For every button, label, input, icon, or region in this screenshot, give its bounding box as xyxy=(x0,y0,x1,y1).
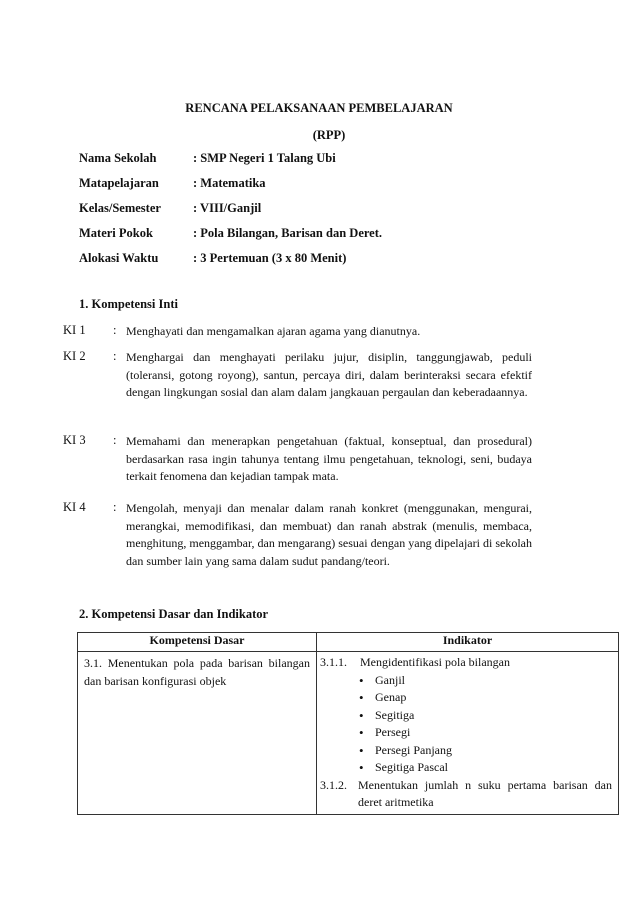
ki-code: KI 2 xyxy=(63,349,86,363)
kd-indikator-table xyxy=(77,632,619,815)
list-item: • Segitiga xyxy=(317,707,618,725)
document-subtitle: (RPP) xyxy=(312,128,346,142)
table-row xyxy=(78,652,619,815)
kd-text: 3.1. Menentukan pola pada barisan bilangan dan barisan konfigurasi objek xyxy=(84,656,310,688)
identity-value: : Matematika xyxy=(193,176,266,190)
identity-value: : SMP Negeri 1 Talang Ubi xyxy=(193,151,336,165)
ki-colon: : xyxy=(113,349,117,363)
identity-label: Materi Pokok xyxy=(79,226,153,240)
ki-text: Memahami dan menerapkan pengetahuan (faktual, konseptual, dan prosedural) berdasarkan rasa ingin tahunya tentang ilmu pengetahuan, teknologi, seni, budaya terkait fenomena dan kejadian tampak mata. xyxy=(126,434,532,483)
column-header-indikator: Indikator xyxy=(317,633,619,652)
identity-label: Alokasi Waktu xyxy=(79,251,159,265)
list-item: • Ganjil xyxy=(317,672,618,690)
list-item: • Persegi Panjang xyxy=(317,742,618,760)
ki-colon: : xyxy=(113,433,117,447)
indikator-text: Mengidentifikasi pola bilangan xyxy=(360,655,510,669)
indikator-cell xyxy=(317,652,619,815)
indikator-item xyxy=(317,654,618,672)
identity-value: : 3 Pertemuan (3 x 80 Menit) xyxy=(193,251,347,265)
table-header-row xyxy=(78,633,619,652)
identity-label: Kelas/Semester xyxy=(79,201,161,215)
identity-label: Matapelajaran xyxy=(79,176,159,190)
ki-text: Mengolah, menyaji dan menalar dalam ranah konkret (menggunakan, mengurai, merangkai, memodifikasi, dan membuat) dan ranah abstrak (menulis, membaca, menghitung, menggambar, dan mengarang) sesuai dengan yang dipelajari di sekolah dan sumber lain yang sama dalam sudut pandang/teori. xyxy=(126,501,532,568)
section-heading-kompetensi-dasar: 2. Kompetensi Dasar dan Indikator xyxy=(79,607,269,621)
identity-value: : VIII/Ganjil xyxy=(193,201,262,215)
identity-label: Nama Sekolah xyxy=(79,151,157,165)
document-title: RENCANA PELAKSANAAN PEMBELAJARAN xyxy=(185,101,453,115)
indikator-bullet-list xyxy=(317,672,618,777)
indikator-item xyxy=(317,777,618,814)
column-header-kompetensi-dasar: Kompetensi Dasar xyxy=(78,633,317,652)
indikator-text: Menentukan jumlah n suku pertama barisan dan deret aritmetika xyxy=(358,777,612,809)
identity-value: : Pola Bilangan, Barisan dan Deret. xyxy=(193,226,383,240)
ki-colon: : xyxy=(113,323,117,337)
list-item: • Segitiga Pascal xyxy=(317,759,618,777)
ki-colon: : xyxy=(113,500,117,514)
list-item: • Persegi xyxy=(317,724,618,742)
ki-code: KI 3 xyxy=(63,433,86,447)
indikator-number: 3.1.2. xyxy=(320,777,347,792)
ki-code: KI 4 xyxy=(63,500,86,514)
indikator-number: 3.1.1. xyxy=(320,655,347,669)
ki-text: Menghargai dan menghayati perilaku jujur, disiplin, tanggungjawab, peduli (toleransi, gotong royong), santun, percaya diri, dalam berinteraksi secara efektif dengan lingkungan sosial dan alam dalam jangkauan pergaulan dan keberadaannya. xyxy=(126,350,532,399)
list-item: • Genap xyxy=(317,689,618,707)
ki-code: KI 1 xyxy=(63,323,86,337)
section-heading-kompetensi-inti: 1. Kompetensi Inti xyxy=(79,297,178,311)
ki-text: Menghayati dan mengamalkan ajaran agama yang dianutnya. xyxy=(126,324,421,338)
kd-cell xyxy=(78,652,317,815)
